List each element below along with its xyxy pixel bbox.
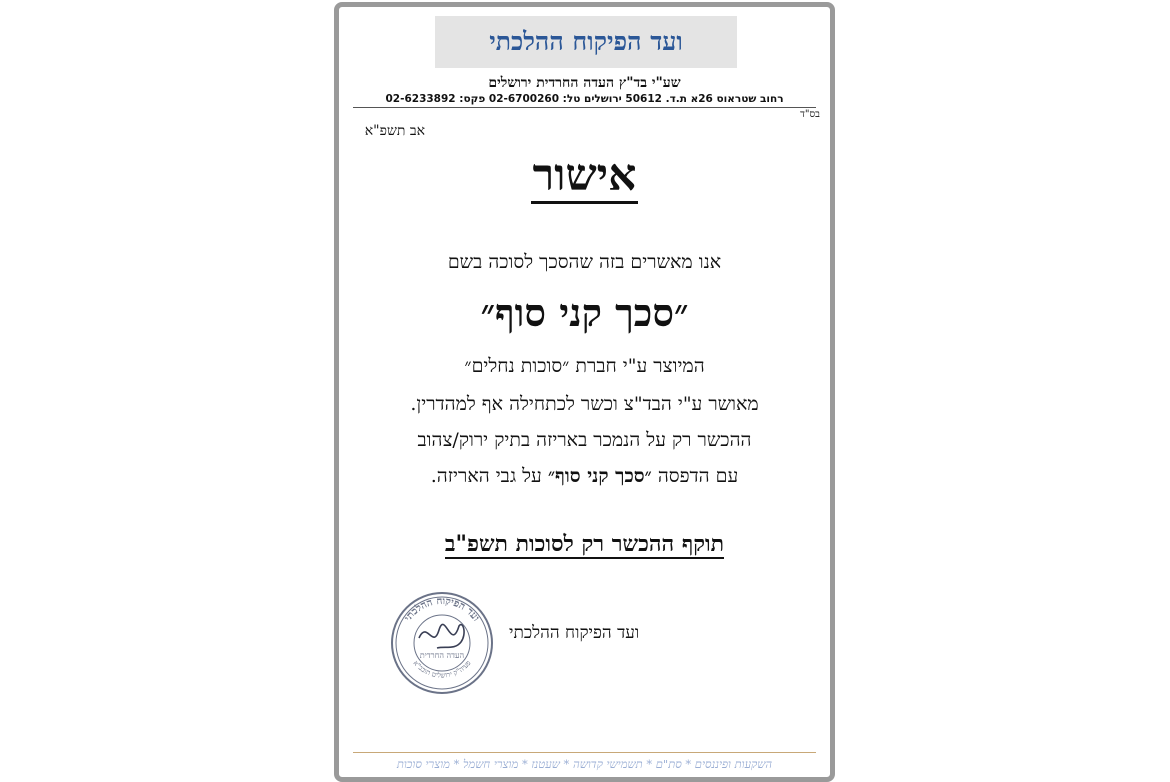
handwritten-signature [419,624,464,648]
body-line-5-pre: עם הדפסה [657,465,739,487]
validity-notice: תוקף ההכשר רק לסוכות תשפ"ב [444,531,725,557]
body-line-4: ההכשר רק על הנמכר באריזה בתיק ירוק/צהוב [417,429,752,451]
certificate-page [339,7,830,777]
body-line-2: המיוצר ע"י חברת ״סוכות נחלים״ [464,355,705,377]
letterhead-title-box [435,16,737,68]
svg-text:פעיה"ק ירושלים תובב"א [411,659,472,680]
product-name: ״סכך קני סוף״ [480,290,689,335]
official-stamp [389,590,495,696]
body-line-5-product: ״סכך קני סוף״ [547,465,652,487]
stamp-outer-text: ועד הפיקוח ההלכתי [402,595,482,624]
document-heading: אישור [531,150,639,204]
letterhead-subtitle: שע"י בד"ץ העדה החרדית ירושלים [488,75,681,91]
letterhead-address: רחוב שטראוס 26א ת.ד. 50612 ירושלים טל: 02-6700260 פקס: 02-6233892 [353,93,816,108]
letterhead-title: ועד הפיקוח ההלכתי [489,27,683,56]
svg-text:ועד הפיקוח ההלכתי [403,596,482,624]
stamp-seal-icon [389,590,495,696]
document-date: אב תשפ"א [364,123,425,139]
bsd-mark: בס"ד [800,109,820,120]
validity-wrap [339,531,830,557]
body-line-1: אנו מאשרים בזה שהסכך לסוכה בשם [447,251,722,273]
signature-label: ועד הפיקוח ההלכתי [509,623,640,643]
body-line-5 [339,465,830,488]
document-heading-wrap [339,152,830,200]
certificate-frame [334,2,835,782]
footer-divider [353,752,816,753]
stamp-bottom-text: פעיה"ק ירושלים תובב"א [411,659,473,680]
body-line-3: מאושר ע"י הבד"צ וכשר לכתחילה אף למהדרין. [410,393,759,415]
stamp-inner-text: העדה החרדית [419,651,465,660]
body-line-5-post: על גבי האריזה. [430,465,542,487]
footer-services: השקעות ופיננסים * סת"ם * תשמישי קדושה * שעטנז * מוצרי חשמל * מוצרי סוכות [396,757,773,771]
